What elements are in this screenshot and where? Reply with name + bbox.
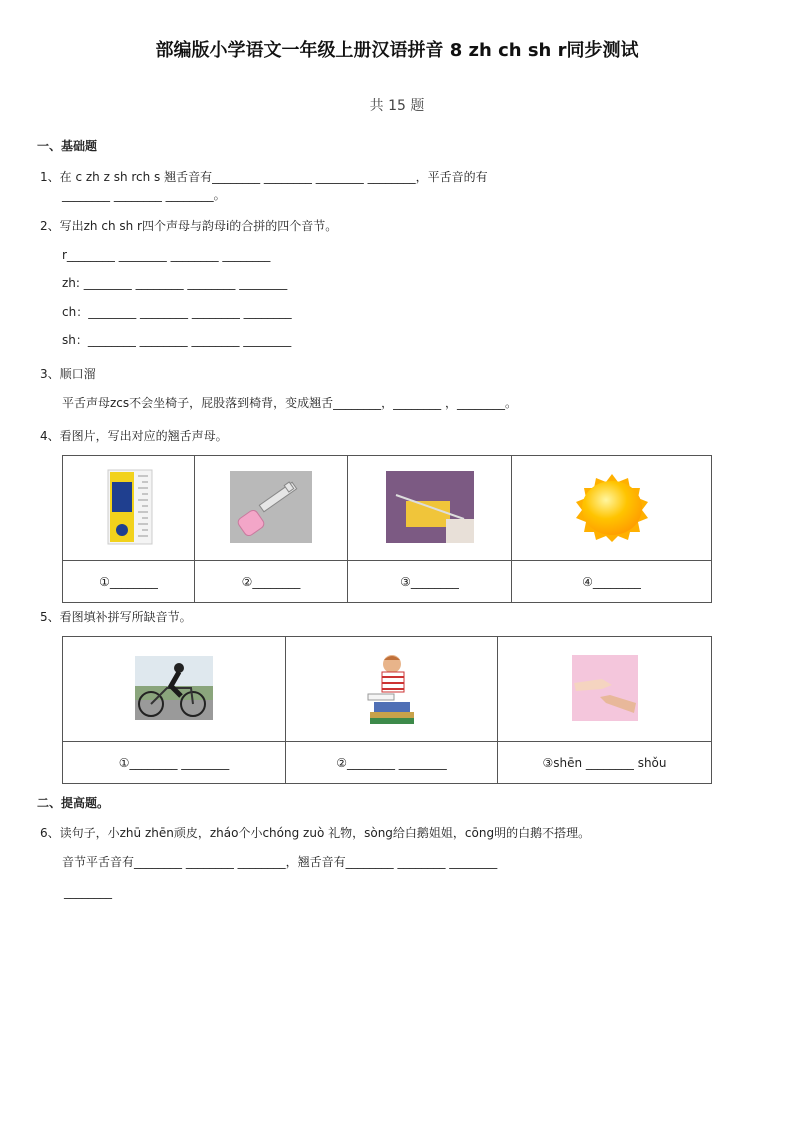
q4-answer-3: ③________: [348, 561, 512, 603]
section-basic-heading: 一、基础题: [37, 139, 98, 153]
q5-cell-hands: [498, 637, 712, 742]
cyclist-image: [135, 656, 213, 720]
q5-answer-3: ③shēn ________ shǒu: [498, 742, 712, 784]
q4-cell-knitting: [348, 456, 512, 561]
knitting-image: [386, 471, 474, 543]
q3-text: 平舌声母zcs不会坐椅子，屁股落到椅背，变成翘舌________，________ ，________。: [62, 396, 517, 410]
q1-line2: ________ ________ ________。: [62, 188, 226, 202]
q4-answer-1: ①________: [63, 561, 195, 603]
q4-answer-4: ④________: [512, 561, 712, 603]
q2-row-sh: sh：________ ________ ________ ________: [62, 333, 292, 347]
q5-answer-2: ②________ ________: [286, 742, 498, 784]
q5-cell-reading: [286, 637, 498, 742]
q4-picture-table: [62, 455, 712, 603]
q3-prompt: 3、顺口溜: [40, 367, 96, 381]
q6-line3: ________: [64, 885, 112, 899]
question-count: 共 15 题: [369, 98, 425, 114]
document-title: 部编版小学语文一年级上册汉语拼音 8 zh ch sh r同步测试: [155, 40, 639, 61]
ruler-image: [104, 468, 154, 546]
q2-row-r: r________ ________ ________ ________: [62, 248, 271, 262]
section-advanced-heading: 二、提高题。: [37, 796, 110, 810]
q1-line1: 1、在 c zh z sh rch s 翘舌音有________ ________ ________ ________，平舌音的有: [40, 170, 488, 184]
hands-image: [572, 655, 638, 721]
q5-picture-table: [62, 636, 712, 784]
q6-line2: 音节平舌音有________ ________ ________，翘舌音有________ ________ ________: [62, 855, 498, 869]
q6-prompt: 6、读句子，小zhū zhēn顽皮，zháo个小chóng zuò 礼物，sòng给白鹅姐姐，cōng明的白鹅不搭理。: [40, 826, 591, 840]
q4-cell-sun: [512, 456, 712, 561]
q4-prompt: 4、看图片，写出对应的翘舌声母。: [40, 429, 228, 443]
q4-cell-key: [195, 456, 348, 561]
q5-answer-1: ①________ ________: [63, 742, 286, 784]
q4-cell-ruler: [63, 456, 195, 561]
q5-prompt: 5、看图填补拼写所缺音节。: [40, 610, 192, 624]
q2-row-ch: ch：________ ________ ________ ________: [62, 305, 292, 319]
sun-image: [572, 472, 652, 542]
q2-prompt: 2、写出zh ch sh r四个声母与韵母i的合拼的四个音节。: [40, 219, 338, 233]
q4-answer-2: ②________: [195, 561, 348, 603]
q2-row-zh: zh: ________ ________ ________ ________: [62, 276, 288, 290]
reading-boy-image: [354, 650, 430, 726]
q5-cell-cyclist: [63, 637, 286, 742]
key-image: [230, 471, 312, 543]
